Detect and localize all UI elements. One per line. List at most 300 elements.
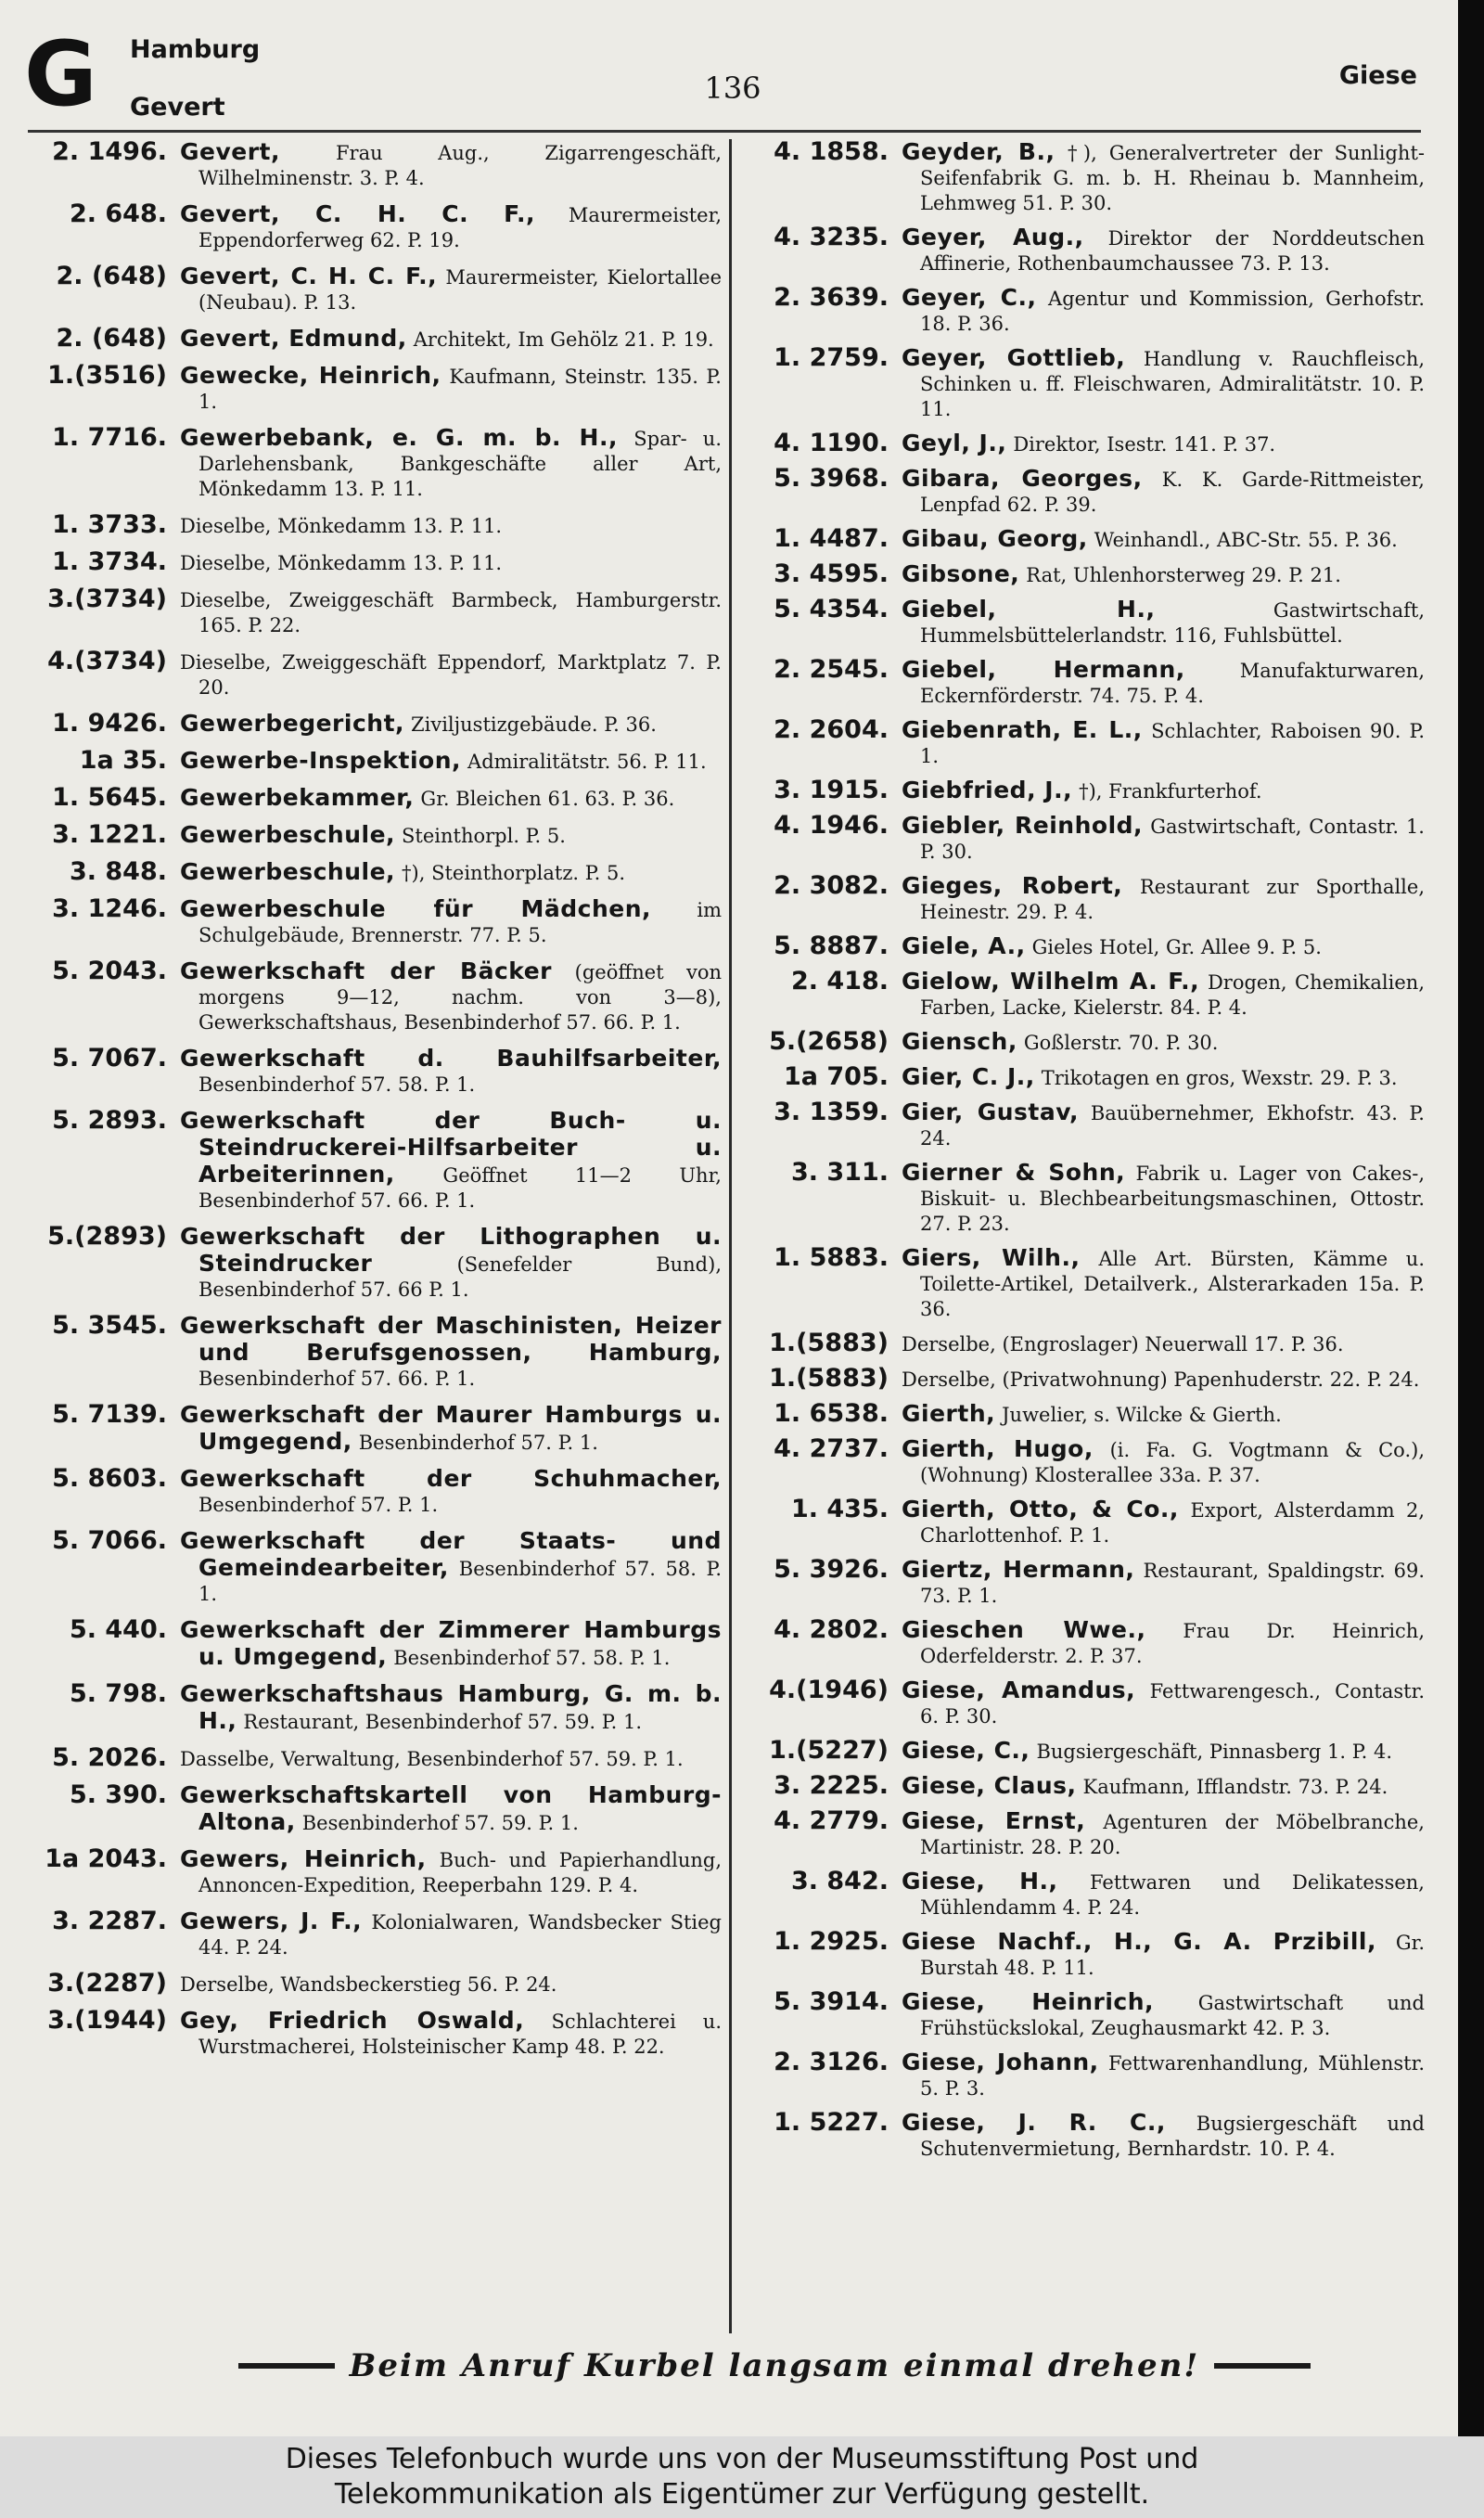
phone-number: 4. 1190. — [774, 429, 889, 457]
subscriber-details: Ziviljustizgebäude. P. 36. — [411, 713, 657, 736]
phone-number: 2. 2545. — [774, 655, 889, 684]
subscriber-name: Giele, A., — [902, 932, 1026, 959]
phone-number: 1. 2925. — [774, 1927, 889, 1956]
entry-text — [902, 1366, 1425, 1393]
directory-entry — [28, 512, 722, 539]
entry-text — [902, 1330, 1425, 1357]
phone-number: 5. 2026. — [52, 1743, 167, 1772]
directory-entry — [748, 1773, 1425, 1800]
directory-entry — [748, 873, 1425, 925]
directory-entry — [748, 1064, 1425, 1091]
phone-number: 1a 2043. — [45, 1844, 167, 1873]
phone-number: 2. (648) — [56, 262, 167, 290]
phone-number: 4. 3235. — [774, 223, 889, 251]
directory-entry — [748, 777, 1425, 804]
phone-number: 5. 8603. — [52, 1464, 167, 1493]
subscriber-details: Besenbinderhof 57. P. 1. — [198, 1494, 439, 1516]
subscriber-details: Buch- und Papierhandlung, Annoncen-Expedition, Reeperbahn 129. P. 4. — [198, 1849, 722, 1896]
page-number: 136 — [704, 71, 761, 106]
directory-entry — [748, 1497, 1425, 1548]
subscriber-details: Besenbinderhof 57. 66. P. 1. — [198, 1368, 476, 1390]
entry-text — [902, 526, 1425, 553]
subscriber-name: Giese, Ernst, — [902, 1807, 1086, 1834]
subscriber-name: Gibara, Georges, — [902, 465, 1143, 492]
subscriber-details: Gastwirtschaft und Frühstückslokal, Zeughausmarkt 42. P. 3. — [920, 1992, 1425, 2039]
subscriber-name: Gewerkschaft der Zimmerer Hamburgs u. Umgegend, — [180, 1616, 722, 1670]
subscriber-name: Gierth, — [902, 1400, 996, 1427]
phone-number: 4. 2802. — [774, 1615, 889, 1644]
subscriber-name: Gewerkschaft der Schuhmacher, — [180, 1465, 722, 1492]
directory-entry — [28, 859, 722, 886]
subscriber-details: Alle Art. Bürsten, Kämme u. Toilette-Artikel, Detailverk., Alsterarkaden 15a. P. 36. — [920, 1248, 1425, 1320]
phone-number: 3.(1944) — [47, 2006, 167, 2035]
subscriber-details: Bauübernehmer, Ekhofstr. 43. P. 24. — [920, 1102, 1425, 1150]
phone-number: 4. 2737. — [774, 1434, 889, 1463]
phone-number: 5. 7139. — [52, 1400, 167, 1429]
phone-number: 4. 1946. — [774, 811, 889, 840]
directory-entry — [28, 711, 722, 738]
entry-text — [180, 1782, 722, 1836]
subscriber-details: Handlung v. Rauchfleisch, Schinken u. ff. Fleischwaren, Admiralitätstr. 10. P. 11. — [920, 348, 1425, 420]
subscriber-details: Direktor der Norddeutschen Affinerie, Rothenbaumchaussee 73. P. 13. — [920, 227, 1425, 275]
subscriber-name: Gey, Friedrich Oswald, — [180, 2007, 525, 2034]
directory-entry — [748, 1099, 1425, 1151]
subscriber-details: Kolonialwaren, Wandsbecker Stieg 44. P. 24. — [198, 1911, 722, 1959]
subscriber-name: Giers, Wilh., — [902, 1244, 1081, 1271]
entry-text — [902, 1160, 1425, 1237]
phone-number: 2. 3082. — [774, 871, 889, 900]
subscriber-name: Giese Nachf., H., G. A. Przibill, — [902, 1928, 1376, 1955]
phone-number: 1. 5645. — [52, 783, 167, 812]
phone-number: 3. 2287. — [52, 1907, 167, 1935]
entry-text — [180, 1224, 722, 1303]
subscriber-details: Architekt, Im Gehölz 21. P. 19. — [413, 328, 714, 351]
directory-entry — [28, 649, 722, 700]
phone-number: 5. 3968. — [774, 464, 889, 493]
subscriber-name: Giese, Claus, — [902, 1772, 1077, 1799]
subscriber-details: Kaufmann, Ifflandstr. 73. P. 24. — [1082, 1776, 1388, 1798]
subscriber-details: Gieles Hotel, Gr. Allee 9. P. 5. — [1031, 936, 1322, 958]
phone-number: 1. 3733. — [52, 510, 167, 539]
phone-number: 3. 1221. — [52, 820, 167, 849]
section-letter: G — [24, 22, 97, 126]
phone-number: 5. 3914. — [774, 1987, 889, 2016]
subscriber-details: Fettwarengesch., Contastr. 6. P. 30. — [920, 1680, 1425, 1728]
entry-text — [902, 1497, 1425, 1548]
directory-entry — [748, 285, 1425, 337]
phone-number: 5. 440. — [69, 1615, 167, 1644]
entry-text — [902, 969, 1425, 1021]
directory-entry — [28, 201, 722, 253]
slogan: Beim Anruf Kurbel langsam einmal drehen! — [349, 2347, 1200, 2384]
directory-entry — [748, 813, 1425, 865]
phone-number: 1. 9426. — [52, 709, 167, 738]
phone-number: 1. 5883. — [774, 1243, 889, 1272]
last-entry-guide: Giese — [1338, 61, 1417, 90]
phone-number: 1. 3734. — [52, 547, 167, 576]
entry-text — [902, 2049, 1425, 2101]
subscriber-details: Admiralitätstr. 56. P. 11. — [467, 751, 707, 773]
entry-text — [180, 859, 722, 886]
directory-entry — [748, 1677, 1425, 1729]
directory-entry — [748, 657, 1425, 709]
subscriber-details: (Senefelder Bund), Besenbinderhof 57. 66 P. 1. — [198, 1253, 722, 1301]
entry-text — [180, 425, 722, 502]
directory-entry — [28, 1681, 722, 1735]
phone-number: 1. 2759. — [774, 343, 889, 372]
directory-entry — [748, 345, 1425, 422]
entry-text — [180, 1108, 722, 1214]
directory-entry — [28, 363, 722, 415]
subscriber-details: Besenbinderhof 57. P. 1. — [358, 1432, 598, 1454]
subscriber-details: Besenbinderhof 57. 59. P. 1. — [301, 1812, 579, 1834]
directory-entry — [748, 1869, 1425, 1921]
entry-text — [180, 711, 722, 738]
subscriber-details: im Schulgebäude, Brennerstr. 77. P. 5. — [198, 899, 722, 946]
subscriber-name: Gierth, Otto, & Co., — [902, 1496, 1179, 1522]
phone-number: 3. 848. — [69, 857, 167, 886]
directory-entry — [28, 1846, 722, 1898]
phone-number: 1. 4487. — [774, 524, 889, 553]
directory-entry — [748, 430, 1425, 457]
directory-entry — [748, 225, 1425, 276]
entry-text — [180, 1046, 722, 1098]
entry-text — [902, 1557, 1425, 1609]
subscriber-name: Gevert, C. H. C. F., — [180, 263, 438, 289]
directory-entry — [28, 785, 722, 812]
subscriber-name: Gewerkschaftshaus Hamburg, G. m. b. H., — [180, 1680, 722, 1734]
phone-number: 3. 4595. — [774, 559, 889, 588]
phone-number: 3. 311. — [790, 1158, 889, 1187]
entry-text — [180, 263, 722, 315]
subscriber-name: Giese, H., — [902, 1868, 1058, 1895]
phone-number: 3.(2287) — [47, 1969, 167, 1998]
subscriber-name: Giese, Amandus, — [902, 1677, 1136, 1703]
subscriber-details: Dieselbe, Mönkedamm 13. P. 11. — [180, 552, 503, 574]
directory-entry — [28, 326, 722, 353]
entry-text — [180, 201, 722, 253]
entry-text — [180, 748, 722, 775]
entry-text — [180, 1908, 722, 1960]
entry-text — [902, 1677, 1425, 1729]
entry-text — [180, 1617, 722, 1671]
phone-number: 1a 35. — [79, 746, 167, 775]
entry-text — [180, 1313, 722, 1392]
entry-text — [180, 1971, 722, 1998]
entry-text — [180, 2008, 722, 2060]
phone-number: 5. 3545. — [52, 1311, 167, 1340]
subscriber-name: Gewerbegericht, — [180, 710, 405, 737]
phone-number: 1.(5227) — [769, 1736, 889, 1765]
directory-entry — [748, 1436, 1425, 1488]
subscriber-details: Geöffnet 11—2 Uhr, Besenbinderhof 57. 66. P. 1. — [198, 1164, 722, 1212]
slogan-row — [167, 2347, 1382, 2384]
directory-entry — [28, 822, 722, 849]
directory-entry — [748, 1160, 1425, 1237]
phone-number: 4.(3734) — [47, 647, 167, 675]
subscriber-details: Besenbinderhof 57. 58. P. 1. — [198, 1073, 476, 1096]
subscriber-name: Gewerkschaft der Staats- und Gemeindearbeiter, — [180, 1527, 722, 1581]
subscriber-details: Restaurant, Spaldingstr. 69. 73. P. 1. — [920, 1560, 1425, 1607]
subscriber-details: Derselbe, (Engroslager) Neuerwall 17. P. 36. — [902, 1333, 1344, 1355]
directory-entry — [748, 526, 1425, 553]
subscriber-details: Bugsiergeschäft und Schutenvermietung, Bernhardstr. 10. P. 4. — [920, 2113, 1425, 2160]
subscriber-name: Gewerkschaftskartell von Hamburg-Altona, — [180, 1781, 722, 1835]
entry-text — [180, 822, 722, 849]
column-divider — [729, 139, 732, 2333]
subscriber-details: Fettwarenhandlung, Mühlenstr. 5. P. 3. — [920, 2052, 1425, 2100]
directory-entry — [28, 958, 722, 1035]
subscriber-details: Kaufmann, Steinstr. 135. P. 1. — [198, 366, 722, 413]
subscriber-name: Gier, C. J., — [902, 1063, 1035, 1090]
phone-number: 5. 4354. — [774, 595, 889, 623]
directory-entry — [28, 586, 722, 638]
directory-entry — [28, 425, 722, 502]
subscriber-details: Spar- u. Darlehensbank, Bankgeschäfte aller Art, Mönkedamm 13. P. 11. — [198, 428, 722, 500]
phone-number: 2. 2604. — [774, 715, 889, 744]
entry-text — [180, 1402, 722, 1456]
directory-entry — [748, 1366, 1425, 1393]
subscriber-details: Gr. Burstah 48. P. 11. — [920, 1932, 1425, 1979]
right-column — [748, 139, 1425, 2333]
phone-number: 2. 418. — [790, 967, 889, 996]
phone-number: 3.(3734) — [47, 585, 167, 613]
entry-text — [180, 512, 722, 539]
subscriber-name: Giensch, — [902, 1028, 1017, 1055]
entry-text — [902, 1808, 1425, 1860]
directory-entry — [748, 1330, 1425, 1357]
entry-text — [902, 1773, 1425, 1800]
entry-text — [180, 1528, 722, 1607]
subscriber-details: Gr. Bleichen 61. 63. P. 36. — [420, 788, 675, 810]
subscriber-name: Giebenrath, E. L., — [902, 716, 1143, 743]
directory-entry — [28, 1617, 722, 1671]
directory-entry — [28, 1108, 722, 1214]
phone-number: 4. 2779. — [774, 1806, 889, 1835]
directory-entry — [28, 1466, 722, 1518]
entry-text — [902, 1064, 1425, 1091]
entry-text — [902, 657, 1425, 709]
directory-entry — [28, 1971, 722, 1998]
subscriber-name: Giebel, Hermann, — [902, 656, 1185, 683]
subscriber-name: Giese, J. R. C., — [902, 2109, 1166, 2136]
subscriber-details: Maurermeister, Eppendorferweg 62. P. 19. — [198, 204, 722, 251]
entry-text — [180, 139, 722, 191]
subscriber-details: †), Steinthorplatz. P. 5. — [402, 862, 626, 884]
phone-number: 5. 390. — [69, 1780, 167, 1809]
phone-number: 1. 7716. — [52, 423, 167, 452]
subscriber-details: Fettwaren und Delikatessen, Mühlendamm 4. P. 24. — [920, 1871, 1425, 1919]
entry-text — [902, 1436, 1425, 1488]
entry-text — [180, 958, 722, 1035]
entry-text — [902, 873, 1425, 925]
phone-number: 3. 1915. — [774, 776, 889, 804]
subscriber-details: Weinhandl., ABC-Str. 55. P. 36. — [1094, 529, 1398, 551]
subscriber-details: Restaurant zur Sporthalle, Heinestr. 29. P. 4. — [920, 876, 1425, 923]
subscriber-name: Gierner & Sohn, — [902, 1159, 1126, 1186]
credit-line-2: Telekommunikation als Eigentümer zur Verfügung gestellt. — [334, 2478, 1150, 2511]
subscriber-details: Juwelier, s. Wilcke & Gierth. — [1002, 1404, 1282, 1426]
entry-text — [902, 430, 1425, 457]
entry-text — [180, 785, 722, 812]
entry-text — [902, 933, 1425, 960]
subscriber-name: Gibau, Georg, — [902, 525, 1088, 552]
entry-text — [902, 717, 1425, 769]
subscriber-name: Giebfried, J., — [902, 777, 1073, 803]
subscriber-name: Geyer, C., — [902, 284, 1037, 311]
phone-number: 3. 1359. — [774, 1098, 889, 1126]
phone-number: 1.(5883) — [769, 1329, 889, 1357]
subscriber-details: Gastwirtschaft, Contastr. 1. P. 30. — [920, 816, 1425, 863]
entry-text — [902, 1099, 1425, 1151]
subscriber-name: Gewerkschaft der Lithographen u. Steindrucker — [180, 1223, 722, 1277]
phone-number: 5. 3926. — [774, 1555, 889, 1584]
directory-entry — [28, 1782, 722, 1836]
directory-entry — [748, 466, 1425, 518]
subscriber-name: Gewerkschaft der Maschinisten, Heizer und Berufsgenossen, Hamburg, — [180, 1312, 722, 1366]
directory-entry — [748, 1808, 1425, 1860]
subscriber-details: Agentur und Kommission, Gerhofstr. 18. P. 36. — [920, 288, 1425, 335]
directory-entry — [748, 2049, 1425, 2101]
subscriber-details: (geöffnet von morgens 9—12, nachm. von 3—8), Gewerkschaftshaus, Besenbinderhof 57. 66. P. 1. — [198, 961, 722, 1034]
subscriber-name: Giertz, Hermann, — [902, 1556, 1135, 1583]
entry-text — [902, 597, 1425, 649]
entry-text — [902, 561, 1425, 588]
phone-number: 4. 1858. — [774, 139, 889, 166]
directory-entry — [748, 1557, 1425, 1609]
subscriber-details: Rat, Uhlenhorsterweg 29. P. 21. — [1026, 564, 1341, 586]
directory-entry — [28, 2008, 722, 2060]
phone-number: 5. 7066. — [52, 1526, 167, 1555]
phone-number: 3. 2225. — [774, 1771, 889, 1800]
subscriber-details: Frau Aug., Zigarrengeschäft, Wilhelminenstr. 3. P. 4. — [198, 142, 722, 189]
subscriber-details: K. K. Garde-Rittmeister, Lenpfad 62. P. 39. — [920, 469, 1425, 516]
subscriber-name: Gewerbeschule, — [180, 858, 396, 885]
subscriber-details: Derselbe, Wandsbeckerstieg 56. P. 24. — [180, 1973, 557, 1996]
entry-text — [902, 1738, 1425, 1765]
directory-entry — [748, 597, 1425, 649]
subscriber-details: Schlachter, Raboisen 90. P. 1. — [920, 720, 1425, 767]
subscriber-name: Giebel, H., — [902, 596, 1156, 623]
slogan-rule-right — [1214, 2363, 1311, 2369]
subscriber-name: Gewerkschaft der Bäcker — [180, 957, 553, 984]
subscriber-name: Geyer, Gottlieb, — [902, 344, 1126, 371]
subscriber-details: (i. Fa. G. Vogtmann & Co.), (Wohnung) Klosterallee 33a. P. 37. — [920, 1439, 1425, 1486]
subscriber-details: †), Generalvertreter der Sunlight-Seifenfabrik G. m. b. H. Rheinau b. Mannheim, Lehmweg 51. P. 30. — [920, 142, 1425, 214]
directory-entry — [28, 139, 722, 191]
subscriber-details: Besenbinderhof 57. 58. P. 1. — [393, 1647, 671, 1669]
city-heading: Hamburg — [130, 35, 261, 64]
subscriber-details: Dieselbe, Mönkedamm 13. P. 11. — [180, 515, 503, 537]
phone-number: 2. 1496. — [52, 139, 167, 166]
subscriber-details: Dieselbe, Zweiggeschäft Eppendorf, Marktplatz 7. P. 20. — [180, 651, 722, 699]
directory-entry — [748, 1738, 1425, 1765]
entry-text — [902, 1029, 1425, 1056]
directory-entry — [748, 1989, 1425, 2041]
directory-entry — [748, 1929, 1425, 1981]
entry-text — [902, 285, 1425, 337]
directory-entry — [28, 1908, 722, 1960]
entry-text — [902, 2110, 1425, 2162]
directory-entry — [748, 969, 1425, 1021]
subscriber-name: Geyder, B., — [902, 139, 1055, 165]
scan-edge — [1458, 0, 1484, 2436]
phone-number: 1. 435. — [790, 1495, 889, 1523]
subscriber-details: Fabrik u. Lager von Cakes-, Biskuit- u. Blechbearbeitungsmaschinen, Ottostr. 27. P. 23. — [920, 1163, 1425, 1235]
subscriber-name: Gewers, J. F., — [180, 1908, 363, 1934]
subscriber-name: Geyer, Aug., — [902, 224, 1084, 251]
subscriber-details: Direktor, Isestr. 141. P. 37. — [1013, 433, 1276, 456]
subscriber-name: Gewerbekammer, — [180, 784, 415, 811]
subscriber-name: Giese, Johann, — [902, 2049, 1099, 2075]
subscriber-details: Besenbinderhof 57. 58. P. 1. — [198, 1558, 722, 1605]
phone-number: 2. 3639. — [774, 283, 889, 312]
entry-text — [180, 1846, 722, 1898]
subscriber-name: Gewecke, Heinrich, — [180, 362, 441, 389]
entry-text — [902, 1929, 1425, 1981]
subscriber-name: Gielow, Wilhelm A. F., — [902, 968, 1200, 995]
subscriber-name: Gewerbeschule für Mädchen, — [180, 895, 652, 922]
directory-entry — [748, 1029, 1425, 1056]
subscriber-name: Gewerbeschule, — [180, 821, 396, 848]
entry-text — [180, 1466, 722, 1518]
subscriber-name: Gieges, Robert, — [902, 872, 1123, 899]
phone-number: 5.(2893) — [47, 1222, 167, 1251]
phone-number: 1. 6538. — [774, 1399, 889, 1428]
subscriber-name: Gewerkschaft d. Bauhilfsarbeiter, — [180, 1045, 722, 1072]
phone-number: 2. (648) — [56, 324, 167, 353]
entry-text — [902, 1245, 1425, 1322]
entry-text — [902, 1401, 1425, 1428]
subscriber-details: †), Frankfurterhof. — [1079, 780, 1262, 803]
subscriber-details: Dieselbe, Zweiggeschäft Barmbeck, Hamburgerstr. 165. P. 22. — [180, 589, 722, 636]
left-column — [28, 139, 722, 2333]
entry-text — [180, 649, 722, 700]
directory-entry — [748, 139, 1425, 216]
entry-text — [902, 1617, 1425, 1669]
subscriber-details: Goßlerstr. 70. P. 30. — [1023, 1032, 1219, 1054]
subscriber-name: Gevert, C. H. C. F., — [180, 200, 536, 227]
subscriber-details: Export, Alsterdamm 2, Charlottenhof. P. 1. — [920, 1499, 1425, 1547]
phone-number: 1.(3516) — [47, 361, 167, 390]
subscriber-name: Gewerbebank, e. G. m. b. H., — [180, 424, 618, 451]
entry-text — [902, 139, 1425, 216]
subscriber-name: Gewerbe-Inspektion, — [180, 747, 462, 774]
entry-text — [902, 1989, 1425, 2041]
entry-text — [180, 896, 722, 948]
directory-entry — [748, 561, 1425, 588]
subscriber-details: Derselbe, (Privatwohnung) Papenhuderstr. 22. P. 24. — [902, 1368, 1420, 1391]
entry-text — [902, 813, 1425, 865]
subscriber-name: Giese, Heinrich, — [902, 1988, 1155, 2015]
phone-number: 5.(2658) — [769, 1027, 889, 1056]
directory-entry — [28, 1745, 722, 1772]
entry-text — [902, 1869, 1425, 1921]
credit-footer — [0, 2436, 1484, 2518]
entry-text — [902, 466, 1425, 518]
subscriber-name: Gewers, Heinrich, — [180, 1845, 427, 1872]
subscriber-name: Gewerkschaft der Maurer Hamburgs u. Umgegend, — [180, 1401, 722, 1455]
subscriber-name: Gibsone, — [902, 560, 1020, 587]
subscriber-name: Gewerkschaft der Buch- u. Steindruckerei-Hilfsarbeiter u. Arbeiterinnen, — [180, 1107, 722, 1188]
directory-entry — [28, 748, 722, 775]
subscriber-name: Gevert, — [180, 139, 281, 165]
phone-number: 1.(5883) — [769, 1364, 889, 1393]
directory-entry — [28, 1224, 722, 1303]
subscriber-details: Manufakturwaren, Eckernförderstr. 74. 75. P. 4. — [920, 660, 1425, 707]
header-rule — [28, 130, 1421, 133]
subscriber-details: Trikotagen en gros, Wexstr. 29. P. 3. — [1041, 1067, 1398, 1089]
